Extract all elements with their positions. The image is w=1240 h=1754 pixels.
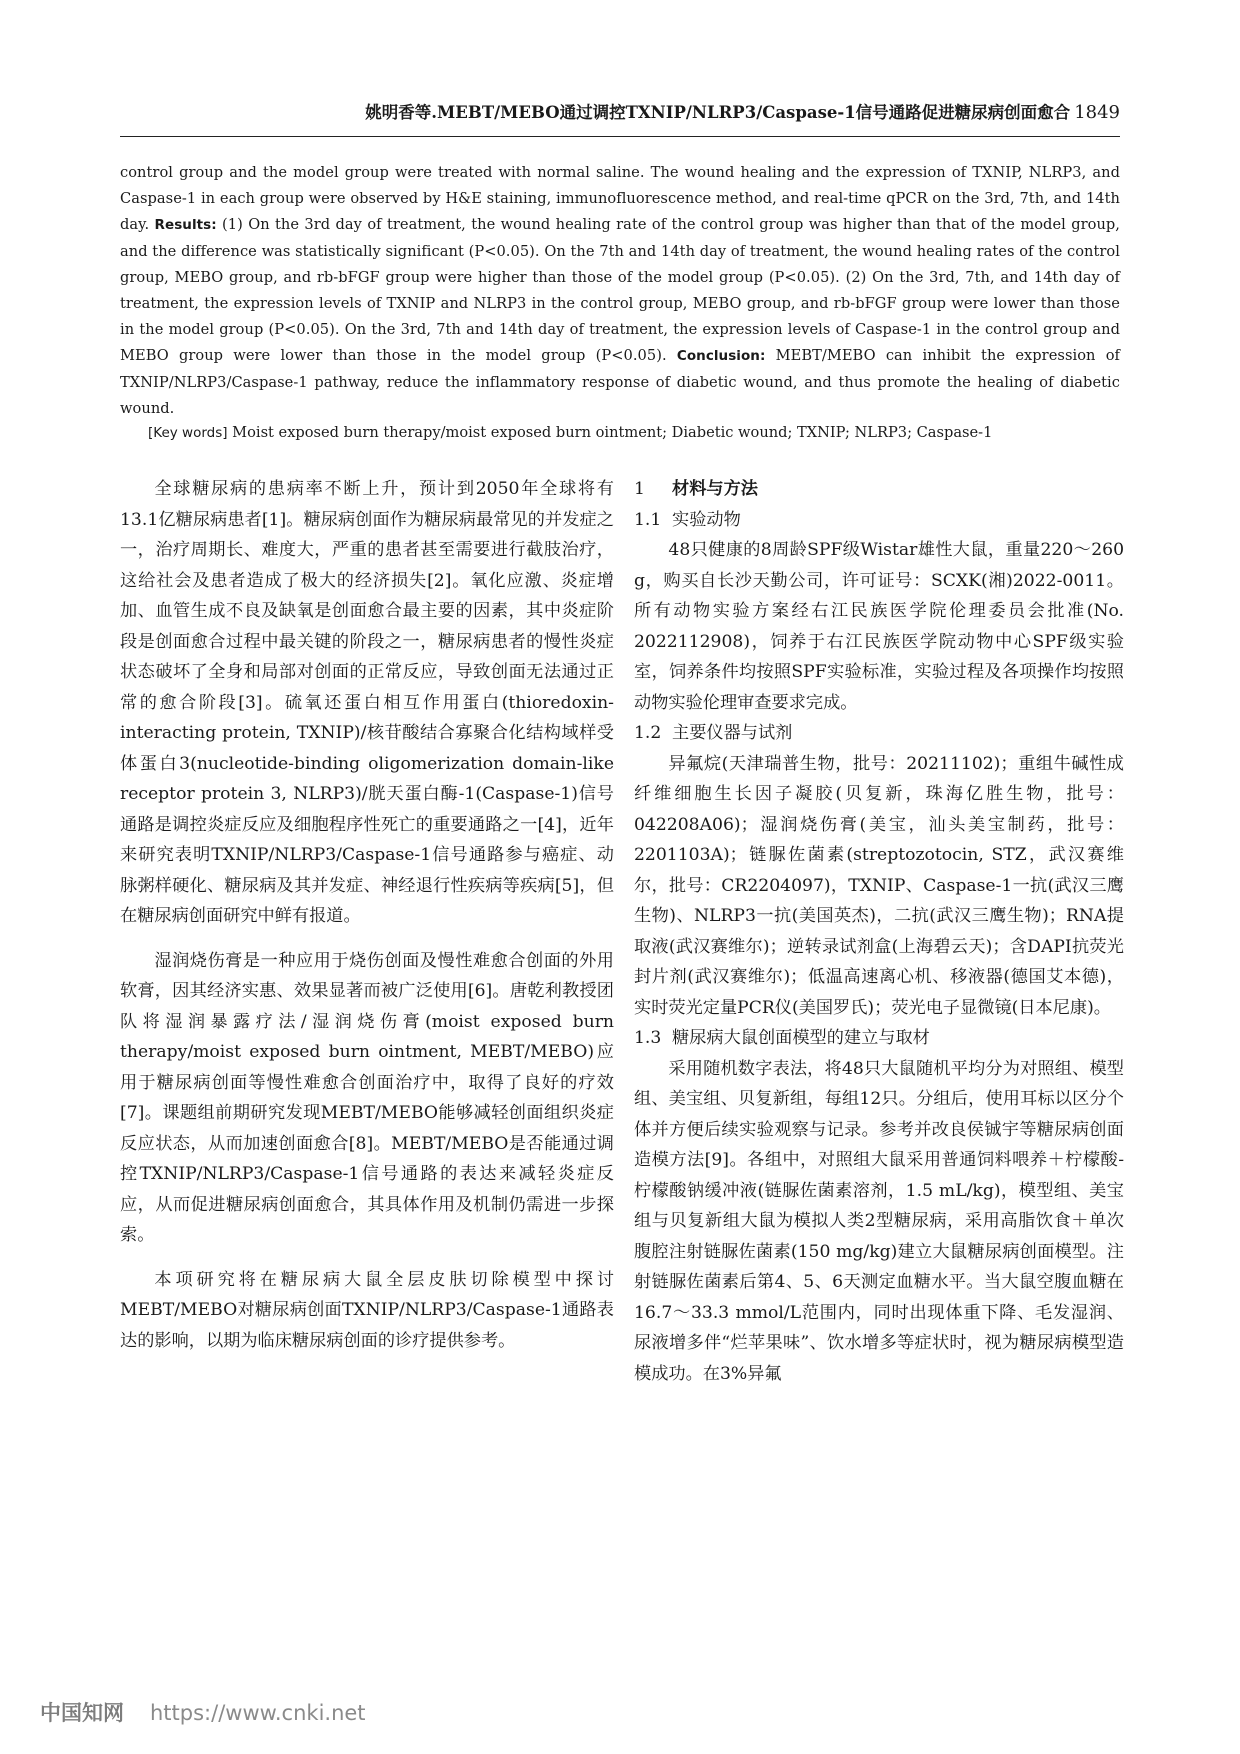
subsection-title: 主要仪器与试剂 xyxy=(672,723,793,743)
intro-paragraph-3: 本项研究将在糖尿病大鼠全层皮肤切除模型中探讨MEBT/MEBO对糖尿病创面TXNIP/NLRP3/Caspase-1通路表达的影响，以期为临床糖尿病创面的诊疗提供参考。 xyxy=(120,1269,614,1351)
model-paragraph: 采用随机数字表法，将48只大鼠随机平均分为对照组、模型组、美宝组、贝复新组，每组12只。分组后，使用耳标以区分个体并方便后续实验观察与记录。参考并改良侯铖宇等糖尿病创面造模方法[9]。各组中，对照组大鼠采用普通饲料喂养＋柠檬酸-柠檬酸钠缓冲液(链脲佐菌素溶剂，1.5 mL/kg)，模型组、美宝组与贝复新组大鼠为模拟人类2型糖尿病，采用高脂饮食＋单次腹腔注射链脲佐菌素(150 mg/kg)建立大鼠糖尿病创面模型。注射链脲佐菌素后第4、5、6天测定血糖水平。当大鼠空腹血糖在16.7～33.3 mmol/L范围内，同时出现体重下降、毛发湿润、尿液增多伴“烂苹果味”、饮水增多等症状时，视为糖尿病模型造模成功。在3%异氟 xyxy=(634,1058,1124,1384)
animals-paragraph: 48只健康的8周龄SPF级Wistar雄性大鼠，重量220～260 g，购买自长沙天勤公司，许可证号：SCXK(湘)2022-0011。所有动物实验方案经右江民族医学院伦理委员会批准(No. 2022112908)，饲养于右江民族医学院动物中心SPF级实验室，饲养条件均按照SPF实验标准，实验过程及各项操作均按照动物实验伦理审查要求完成。 xyxy=(634,540,1124,713)
running-header xyxy=(120,98,1120,137)
abstract-conclusion: MEBT/MEBO can inhibit the expression of TXNIP/NLRP3/Caspase-1 pathway, reduce the inflammatory response of diabetic wound, and thus promote the healing of diabetic wound. xyxy=(120,347,1120,417)
subsection-title: 糖尿病大鼠创面模型的建立与取材 xyxy=(672,1028,930,1048)
subsection-heading-1-2 xyxy=(634,718,1124,749)
conclusion-label: Conclusion: xyxy=(676,348,766,365)
cnki-logo-text: 中国知网 xyxy=(40,1701,124,1725)
running-title: 姚明香等.MEBT/MEBO通过调控TXNIP/NLRP3/Caspase-1信号通路促进糖尿病创面愈合 xyxy=(365,103,1071,122)
left-column xyxy=(120,474,614,1356)
keywords-text: Moist exposed burn therapy/moist exposed burn ointment; Diabetic wound; TXNIP; NLRP3; Caspase-1 xyxy=(232,424,993,441)
intro-paragraph-1: 全球糖尿病的患病率不断上升，预计到2050年全球将有13.1亿糖尿病患者[1]。糖尿病创面作为糖尿病最常见的并发症之一，治疗周期长、难度大，严重的患者甚至需要进行截肢治疗，这给社会及患者造成了极大的经济损失[2]。氧化应激、炎症增加、血管生成不良及缺氧是创面愈合最主要的因素，其中炎症阶段是创面愈合过程中最关键的阶段之一，糖尿病患者的慢性炎症状态破坏了全身和局部对创面的正常反应，导致创面无法通过正常的愈合阶段[3]。硫氧还蛋白相互作用蛋白(thioredoxin-interacting protein, TXNIP)/核苷酸结合寡聚合化结构域样受体蛋白3(nucleotide-binding oligomerization domain-like receptor protein 3, NLRP3)/胱天蛋白酶-1(Caspase-1)信号通路是调控炎症反应及细胞程序性死亡的重要通路之一[4]，近年来研究表明TXNIP/NLRP3/Caspase-1信号通路参与癌症、动脉粥样硬化、糖尿病及其并发症、神经退行性疾病等疾病[5]，但在糖尿病创面研究中鲜有报道。 xyxy=(120,479,614,926)
abstract-results: (1) On the 3rd day of treatment, the wound healing rate of the control group was higher than that of the model group, and the difference was statistically significant (P<0.05). On the 7th and 14th day of treatment, the wound healing rates of the control group, MEBO group, and rb-bFGF group were higher than those of the model group (P<0.05). (2) On the 3rd, 7th, and 14th day of treatment, the expression levels of TXNIP and NLRP3 in the control group, MEBO group, and rb-bFGF group were lower than those in the model group (P<0.05). On the 3rd, 7th and 14th day of treatment, the expression levels of Caspase-1 in the control group and MEBO group were lower than those in the model group (P<0.05). xyxy=(120,216,1120,365)
subsection-number: 1.3 xyxy=(634,1028,662,1048)
page-number: 1849 xyxy=(1074,102,1120,123)
subsection-heading-1-3 xyxy=(634,1023,1124,1054)
abstract-text xyxy=(120,160,1120,422)
keywords-line xyxy=(148,420,1120,446)
intro-paragraph-2: 湿润烧伤膏是一种应用于烧伤创面及慢性难愈合创面的外用软膏，因其经济实惠、效果显著而被广泛使用[6]。唐乾利教授团队将湿润暴露疗法/湿润烧伤膏(moist exposed burn therapy/moist exposed burn ointment, MEBT/MEBO)应用于糖尿病创面等慢性难愈合创面治疗中，取得了良好的疗效[7]。课题组前期研究发现MEBT/MEBO能够减轻创面组织炎症反应状态，从而加速创面愈合[8]。MEBT/MEBO是否能通过调控TXNIP/NLRP3/Caspase-1信号通路的表达来减轻炎症反应，从而促进糖尿病创面愈合，其具体作用及机制仍需进一步探索。 xyxy=(120,950,614,1245)
section-heading-1 xyxy=(634,474,1124,505)
keywords-label: [Key words] xyxy=(148,425,228,441)
reagents-paragraph: 异氟烷(天津瑞普生物，批号：20211102)；重组牛碱性成纤维细胞生长因子凝胶(贝复新，珠海亿胜生物，批号：042208A06)；湿润烧伤膏(美宝，汕头美宝制药，批号：2201103A)；链脲佐菌素(streptozotocin, STZ，武汉赛维尔，批号：CR2204097)，TXNIP、Caspase-1一抗(武汉三鹰生物)、NLRP3一抗(美国英杰)，二抗(武汉三鹰生物)；RNA提取液(武汉赛维尔)；逆转录试剂盒(上海碧云天)；含DAPI抗荧光封片剂(武汉赛维尔)；低温高速离心机、移液器(德国艾本德)，实时荧光定量PCR仪(美国罗氏)；荧光电子显微镜(日本尼康)。 xyxy=(634,753,1124,1018)
section-title: 材料与方法 xyxy=(672,479,758,499)
cnki-watermark xyxy=(40,1697,366,1727)
abstract-methods: control group and the model group were treated with normal saline. The wound healing and the expression of TXNIP, NLRP3, and Caspase-1 in each group were observed by H&E staining, immunofluorescence method, and real-time qPCR on the 3rd, 7th, and 14th day. xyxy=(120,164,1120,234)
right-column xyxy=(634,474,1124,1389)
results-label: Results: xyxy=(154,217,217,234)
subsection-title: 实验动物 xyxy=(672,509,741,530)
cnki-url: https://www.cnki.net xyxy=(150,1701,366,1725)
subsection-heading-1-1 xyxy=(634,505,1124,536)
subsection-number: 1.2 xyxy=(634,723,662,743)
subsection-number: 1.1 xyxy=(634,509,662,530)
section-number: 1 xyxy=(634,479,645,499)
